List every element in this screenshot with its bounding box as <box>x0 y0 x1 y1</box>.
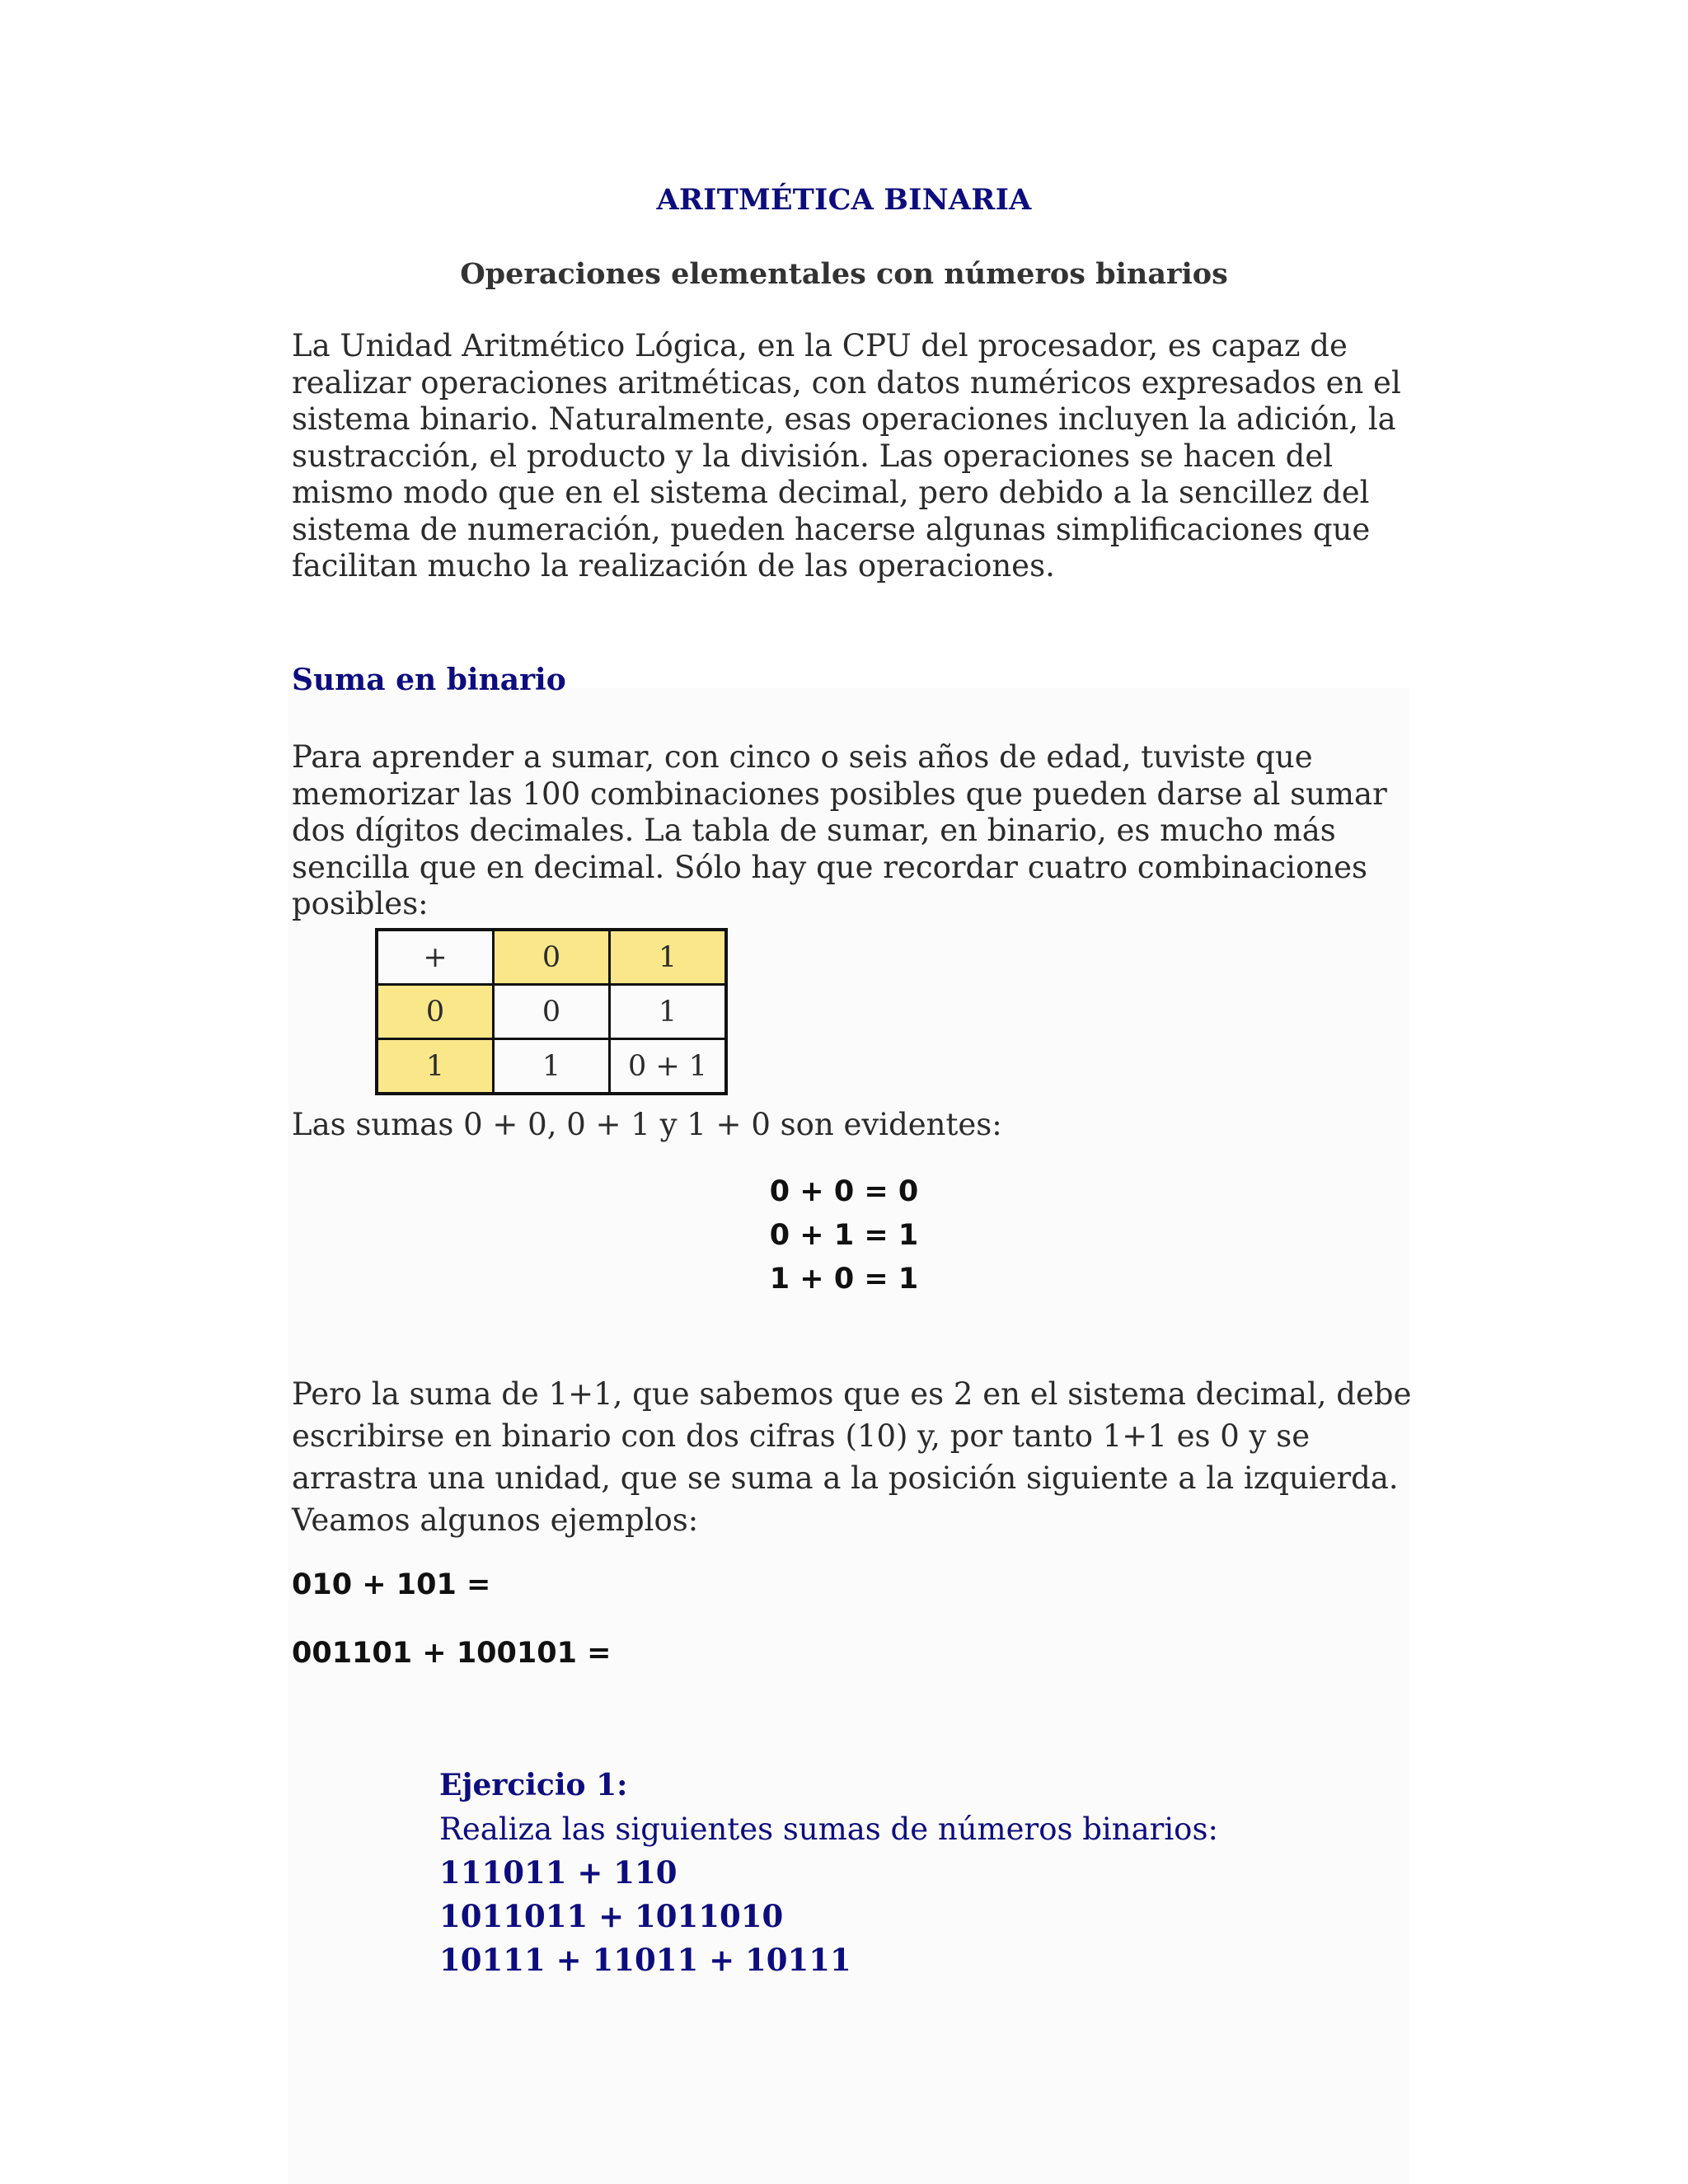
evident-sums <box>0 1170 1688 1301</box>
table-cell: 0 <box>494 985 610 1039</box>
table-row <box>377 985 726 1039</box>
table-cell: 0 <box>377 985 494 1039</box>
table-cell: 0 + 1 <box>610 1039 727 1094</box>
exercise-item: 111011 + 110 <box>439 1854 678 1891</box>
intro-paragraph: La Unidad Aritmético Lógica, en la CPU del procesador, es capaz de realizar operaciones aritméticas, con datos numéricos expresados en el sistema binario. Naturalmente, esas operaciones incluyen la adición, la sustracción, el producto y la división. Las operaciones se hacen del mismo modo que en el sistema decimal, pero debido a la sencillez del sistema de numeración, pueden hacerse algunas simplificaciones que facilitan mucho la realización de las operaciones. <box>292 328 1401 583</box>
table-cell: + <box>377 930 494 985</box>
example-line: 010 + 101 = <box>292 1568 491 1601</box>
exercise-instruction: Realiza las siguientes sumas de números binarios: <box>439 1811 1218 1847</box>
table-cell: 1 <box>610 930 727 985</box>
table-cell: 1 <box>610 985 727 1039</box>
table-cell: 0 <box>494 930 610 985</box>
exercise-title: Ejercicio 1: <box>439 1768 628 1802</box>
evident-sums-intro: Las sumas 0 + 0, 0 + 1 y 1 + 0 son evidentes: <box>292 1107 1002 1142</box>
exercise-item: 1011011 + 1011010 <box>439 1898 784 1934</box>
sum-line: 0 + 1 = 1 <box>769 1219 919 1252</box>
table-cell: 1 <box>494 1039 610 1094</box>
carry-paragraph: Pero la suma de 1+1, que sabemos que es 2 en el sistema decimal, debe escribirse en binario con dos cifras (10) y, por tanto 1+1 es 0 y se arrastra una unidad, que se suma a la posición siguiente a la izquierda. Veamos algunos ejemplos: <box>292 1376 1412 1538</box>
document-subtitle: Operaciones elementales con números binarios <box>460 257 1228 291</box>
addition-table <box>375 928 728 1095</box>
exercise-block <box>439 1764 1218 1982</box>
sum-line: 0 + 0 = 0 <box>769 1175 919 1208</box>
document-title: ARITMÉTICA BINARIA <box>656 183 1032 217</box>
section-heading: Suma en binario <box>292 663 566 697</box>
table-cell: 1 <box>377 1039 494 1094</box>
table-row <box>377 930 726 985</box>
sum-line: 1 + 0 = 1 <box>769 1263 919 1296</box>
section-paragraph: Para aprender a sumar, con cinco o seis años de edad, tuviste que memorizar las 100 combinaciones posibles que pueden darse al sumar dos dígitos decimales. La tabla de sumar, en binario, es mucho más sencilla que en decimal. Sólo hay que recordar cuatro combinaciones posibles: <box>292 739 1387 921</box>
table-row <box>377 1039 726 1094</box>
example-line: 001101 + 100101 = <box>292 1637 612 1670</box>
exercise-item: 10111 + 11011 + 10111 <box>439 1942 851 1978</box>
